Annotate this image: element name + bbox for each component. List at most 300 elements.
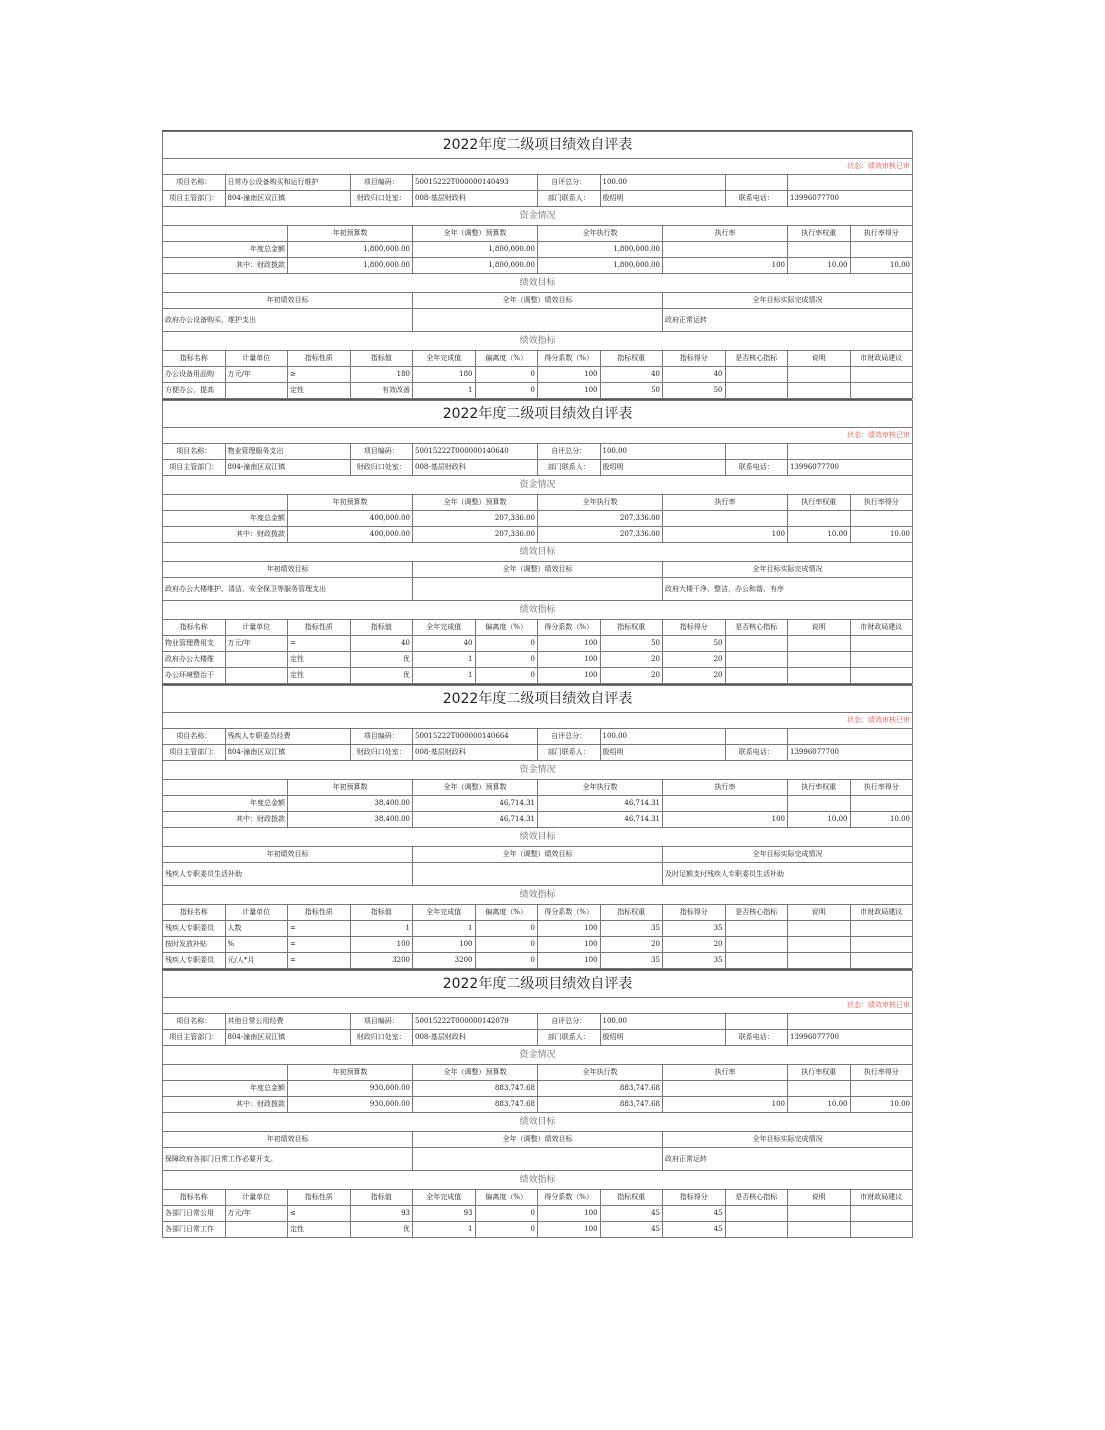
indicator-cell: 各部门日常工作 [163,1222,226,1238]
indicator-cell [725,1222,788,1238]
indicator-cell [788,1222,851,1238]
empty-cell [163,495,288,511]
indicator-cell: = [288,937,351,953]
indicator-cell: 35 [600,921,663,937]
indicator-header: 得分系数（%） [538,620,601,636]
goal-header: 全年目标实际完成情况 [663,847,913,863]
indicator-header: 是否核心指标 [725,351,788,367]
funds-header: 年初预算数 [288,495,413,511]
indicator-cell: 45 [663,1206,726,1222]
indicator-cell: 0 [475,921,538,937]
table-row [163,1171,913,1190]
project-code: 50015222T000000142079 [413,1014,538,1030]
empty-cell [788,175,913,191]
table-row [163,652,913,668]
indicator-cell [788,383,851,399]
table-row [163,745,913,761]
funds-row-label: 年度总金额 [163,796,288,812]
indicator-header: 指标权重 [600,351,663,367]
project-code-label: 项目编码： [350,175,413,191]
evaluation-forms [162,130,912,1238]
indicator-header: 说明 [788,620,851,636]
indicator-cell [725,1206,788,1222]
executed-amount: 1,800,000.00 [538,258,663,274]
project-code-label: 项目编码： [350,729,413,745]
indicator-cell [850,937,913,953]
funds-row-label: 其中：财政拨款 [163,527,288,543]
indicator-cell: 办公设备用品购 [163,367,226,383]
goal-value [413,578,663,601]
table-row [163,383,913,399]
indicator-header: 计量单位 [225,905,288,921]
goal-header: 全年目标实际完成情况 [663,293,913,309]
indicator-header: 指标得分 [663,1190,726,1206]
indicator-cell: 3200 [350,953,413,969]
indicator-cell: 93 [350,1206,413,1222]
goal-value [413,309,663,332]
self-score-label: 自评总分： [538,729,601,745]
adjusted-budget: 207,336.00 [413,527,538,543]
indicator-cell [725,953,788,969]
indicator-header: 得分系数（%） [538,351,601,367]
table-row [163,953,913,969]
phone-label: 联系电话： [725,460,788,476]
indicator-cell: 人数 [225,921,288,937]
table-row [163,1222,913,1238]
goal-value [413,863,663,886]
indicator-cell: 100 [538,1206,601,1222]
indicator-cell: 20 [600,652,663,668]
indicator-cell [788,953,851,969]
table-row [163,1206,913,1222]
indicator-header: 得分系数（%） [538,1190,601,1206]
evaluation-table [162,131,913,399]
indicator-cell: 180 [350,367,413,383]
table-row [163,578,913,601]
goal-value: 政府正常运转 [663,309,913,332]
indicator-header: 偏离度（%） [475,1190,538,1206]
table-row [163,780,913,796]
indicator-cell: 45 [600,1222,663,1238]
section-title-funds: 资金情况 [163,207,913,226]
evaluation-form [162,399,912,684]
adjusted-budget: 883,747.68 [413,1097,538,1113]
office: 008-基层财政科 [413,191,538,207]
self-score: 100.00 [600,1014,725,1030]
section-title-goals: 绩效目标 [163,1113,913,1132]
table-row [163,620,913,636]
goal-header: 年初绩效目标 [163,1132,413,1148]
status-text: 状态：绩效审核已审 [163,998,913,1014]
funds-row-label: 年度总金额 [163,1081,288,1097]
project-code: 50015222T000000140640 [413,444,538,460]
phone: 13996077700 [788,460,913,476]
table-row [163,1081,913,1097]
dept: 804-潼南区双江镇 [225,1030,350,1046]
goal-header: 全年（调整）绩效目标 [413,562,663,578]
funds-row-label: 其中：财政拨款 [163,258,288,274]
execution-rate: 100 [663,1097,788,1113]
office-label: 财政归口处室： [350,460,413,476]
dept: 804-潼南区双江镇 [225,191,350,207]
evaluation-table [162,685,913,969]
indicator-header: 说明 [788,1190,851,1206]
rate-score: 10.00 [850,812,913,828]
table-row [163,367,913,383]
funds-header: 全年（调整）预算数 [413,780,538,796]
indicator-cell: 100 [538,921,601,937]
office-label: 财政归口处室： [350,745,413,761]
dept-label: 项目主管部门： [163,191,226,207]
indicator-cell: 定性 [288,652,351,668]
indicator-header: 是否核心指标 [725,620,788,636]
indicator-cell [850,668,913,684]
rate-weight [788,511,851,527]
rate-score [850,242,913,258]
indicator-cell: 50 [663,636,726,652]
initial-budget: 1,800,000.00 [288,258,413,274]
indicator-cell: 0 [475,668,538,684]
funds-header: 执行率 [663,1065,788,1081]
indicator-cell [725,383,788,399]
indicator-cell [850,1206,913,1222]
funds-row-label: 其中：财政拨款 [163,812,288,828]
project-name: 其他日常公用经费 [225,1014,350,1030]
contact-label: 部门联系人： [538,745,601,761]
phone: 13996077700 [788,745,913,761]
indicator-cell: ≥ [288,367,351,383]
indicator-cell [788,1206,851,1222]
rate-weight: 10.00 [788,1097,851,1113]
funds-header: 年初预算数 [288,1065,413,1081]
executed-amount: 883,747.68 [538,1081,663,1097]
indicator-cell: 0 [475,652,538,668]
goal-header: 年初绩效目标 [163,293,413,309]
indicator-header: 是否核心指标 [725,905,788,921]
indicator-cell [850,921,913,937]
indicator-cell [725,668,788,684]
table-row [163,351,913,367]
indicator-cell: 100 [413,937,476,953]
table-row [163,761,913,780]
indicator-cell: = [288,953,351,969]
indicator-cell [850,652,913,668]
goal-header: 全年目标实际完成情况 [663,562,913,578]
indicator-cell [788,652,851,668]
empty-cell [163,780,288,796]
phone-label: 联系电话： [725,1030,788,1046]
rate-weight [788,242,851,258]
table-row [163,132,913,159]
contact-label: 部门联系人： [538,1030,601,1046]
indicator-cell [788,367,851,383]
empty-cell [788,1014,913,1030]
table-row [163,1148,913,1171]
project-name: 残疾人专职委员经费 [225,729,350,745]
funds-header: 执行率权重 [788,495,851,511]
table-row [163,175,913,191]
indicator-cell: 50 [663,383,726,399]
goal-value: 政府正常运转 [663,1148,913,1171]
indicator-cell: 20 [600,937,663,953]
funds-header: 执行率 [663,226,788,242]
indicator-header: 指标权重 [600,1190,663,1206]
indicator-cell [850,367,913,383]
rate-score [850,511,913,527]
table-row [163,527,913,543]
indicator-cell: 93 [413,1206,476,1222]
indicator-cell: 0 [475,1206,538,1222]
empty-cell [725,1014,788,1030]
indicator-header: 全年完成值 [413,1190,476,1206]
indicator-cell: 定性 [288,668,351,684]
table-row [163,812,913,828]
indicator-cell: 1 [350,921,413,937]
funds-row-label: 其中：财政拨款 [163,1097,288,1113]
indicator-cell: 100 [538,1222,601,1238]
goal-header: 全年（调整）绩效目标 [413,1132,663,1148]
execution-rate: 100 [663,527,788,543]
project-name-label: 项目名称： [163,175,226,191]
project-name-label: 项目名称： [163,1014,226,1030]
indicator-cell: 优 [350,668,413,684]
evaluation-table [162,970,913,1238]
indicator-header: 指标值 [350,620,413,636]
indicator-header: 全年完成值 [413,351,476,367]
table-row [163,226,913,242]
project-name: 日常办公设备购买和运行维护 [225,175,350,191]
indicator-header: 指标得分 [663,620,726,636]
table-row [163,258,913,274]
funds-header: 执行率权重 [788,1065,851,1081]
table-row [163,668,913,684]
project-name-label: 项目名称： [163,729,226,745]
adjusted-budget: 46,714.31 [413,796,538,812]
funds-header: 执行率得分 [850,1065,913,1081]
indicator-cell: 方便办公，提高 [163,383,226,399]
indicator-cell [225,652,288,668]
dept-label: 项目主管部门： [163,460,226,476]
funds-header: 全年（调整）预算数 [413,495,538,511]
self-score-label: 自评总分： [538,175,601,191]
indicator-cell: 40 [600,367,663,383]
funds-header: 执行率得分 [850,226,913,242]
table-row [163,937,913,953]
office-label: 财政归口处室： [350,1030,413,1046]
contact-label: 部门联系人： [538,191,601,207]
self-score: 100.00 [600,175,725,191]
status-text: 状态：绩效审核已审 [163,713,913,729]
section-title-goals: 绩效目标 [163,543,913,562]
goal-value: 政府办公设备购买、维护支出 [163,309,413,332]
table-row [163,401,913,428]
status-text: 状态：绩效审核已审 [163,428,913,444]
dept-label: 项目主管部门： [163,1030,226,1046]
indicator-cell [225,1222,288,1238]
section-title-indicators: 绩效指标 [163,332,913,351]
table-row [163,1014,913,1030]
status-text: 状态：绩效审核已审 [163,159,913,175]
indicator-header: 计量单位 [225,1190,288,1206]
table-row [163,242,913,258]
indicator-cell: 残疾人专职委员 [163,921,226,937]
indicator-header: 是否核心指标 [725,1190,788,1206]
indicator-header: 指标值 [350,905,413,921]
project-code: 50015222T000000140664 [413,729,538,745]
rate-weight: 10.00 [788,812,851,828]
executed-amount: 1,800,000.00 [538,242,663,258]
execution-rate [663,242,788,258]
table-row [163,886,913,905]
indicator-cell: 政府办公大楼维 [163,652,226,668]
indicator-cell: 20 [663,937,726,953]
contact: 殷绍明 [600,745,725,761]
self-score: 100.00 [600,444,725,460]
table-row [163,713,913,729]
indicator-cell: 1 [413,652,476,668]
indicator-header: 指标权重 [600,620,663,636]
rate-weight [788,1081,851,1097]
funds-header: 全年（调整）预算数 [413,226,538,242]
funds-header: 年初预算数 [288,226,413,242]
self-score-label: 自评总分： [538,444,601,460]
indicator-cell: 1 [413,383,476,399]
indicator-cell: 40 [413,636,476,652]
table-row [163,444,913,460]
phone: 13996077700 [788,191,913,207]
table-row [163,476,913,495]
indicator-cell: 1 [413,1222,476,1238]
initial-budget: 930,000.00 [288,1081,413,1097]
table-row [163,332,913,351]
indicator-cell: 优 [350,652,413,668]
indicator-header: 全年完成值 [413,905,476,921]
table-row [163,543,913,562]
table-row [163,863,913,886]
indicator-cell [850,953,913,969]
indicator-cell [850,383,913,399]
initial-budget: 1,800,000.00 [288,242,413,258]
table-row [163,159,913,175]
table-row [163,828,913,847]
indicator-cell: 按时发放补贴 [163,937,226,953]
indicator-cell: 35 [663,921,726,937]
office: 008-基层财政科 [413,745,538,761]
initial-budget: 400,000.00 [288,511,413,527]
indicator-cell: 元/人*月 [225,953,288,969]
evaluation-form [162,969,912,1238]
office-label: 财政归口处室： [350,191,413,207]
indicator-header: 市财政局建议 [850,905,913,921]
goal-value: 政府办公大楼维护、清洁、安全保卫等服务管理支出 [163,578,413,601]
dept: 804-潼南区双江镇 [225,460,350,476]
adjusted-budget: 207,336.00 [413,511,538,527]
section-title-funds: 资金情况 [163,476,913,495]
initial-budget: 930,000.00 [288,1097,413,1113]
project-name-label: 项目名称： [163,444,226,460]
indicator-cell: 物业管理费用支 [163,636,226,652]
funds-header: 执行率权重 [788,780,851,796]
indicator-cell: 100 [538,636,601,652]
dept-label: 项目主管部门： [163,745,226,761]
table-row [163,1065,913,1081]
initial-budget: 38,400.00 [288,796,413,812]
goal-header: 全年目标实际完成情况 [663,1132,913,1148]
indicator-cell: 20 [663,668,726,684]
indicator-header: 计量单位 [225,620,288,636]
indicator-cell: 40 [663,367,726,383]
office: 008-基层财政科 [413,460,538,476]
self-score: 100.00 [600,729,725,745]
indicator-cell [850,636,913,652]
rate-score: 10.00 [850,527,913,543]
indicator-cell: 0 [475,937,538,953]
indicator-header: 指标得分 [663,905,726,921]
indicator-cell: 100 [538,383,601,399]
funds-header: 执行率 [663,780,788,796]
indicator-cell: 0 [475,383,538,399]
executed-amount: 883,747.68 [538,1097,663,1113]
table-row [163,562,913,578]
executed-amount: 207,336.00 [538,511,663,527]
indicator-cell: 优 [350,1222,413,1238]
section-title-goals: 绩效目标 [163,274,913,293]
indicator-cell: ≤ [288,1206,351,1222]
section-title-funds: 资金情况 [163,761,913,780]
table-row [163,293,913,309]
indicator-header: 指标名称 [163,1190,226,1206]
indicator-cell: 40 [350,636,413,652]
goal-value: 残疾人专职委员生活补助 [163,863,413,886]
funds-header: 全年执行数 [538,780,663,796]
indicator-header: 指标性质 [288,620,351,636]
table-row [163,274,913,293]
indicator-cell: = [288,921,351,937]
table-row [163,905,913,921]
executed-amount: 46,714.31 [538,812,663,828]
indicator-cell: 100 [538,652,601,668]
indicator-cell: 残疾人专职委员 [163,953,226,969]
indicator-cell: 100 [538,953,601,969]
goal-header: 全年（调整）绩效目标 [413,293,663,309]
indicator-cell [725,937,788,953]
funds-header: 执行率得分 [850,780,913,796]
indicator-cell: 180 [413,367,476,383]
adjusted-budget: 46,714.31 [413,812,538,828]
empty-cell [163,1065,288,1081]
indicator-header: 指标得分 [663,351,726,367]
table-row [163,729,913,745]
rate-score: 10.00 [850,258,913,274]
evaluation-form [162,130,912,399]
indicator-cell: 20 [600,668,663,684]
table-row [163,207,913,226]
funds-header: 全年执行数 [538,495,663,511]
execution-rate [663,796,788,812]
contact-label: 部门联系人： [538,460,601,476]
table-row [163,601,913,620]
goal-value: 保障政府各部门日常工作必要开支。 [163,1148,413,1171]
table-row [163,1190,913,1206]
indicator-cell: 万元/年 [225,636,288,652]
indicator-cell [225,383,288,399]
table-row [163,998,913,1014]
table-row [163,1097,913,1113]
indicator-cell: 35 [663,953,726,969]
indicator-cell: 100 [350,937,413,953]
initial-budget: 38,400.00 [288,812,413,828]
indicator-header: 市财政局建议 [850,351,913,367]
